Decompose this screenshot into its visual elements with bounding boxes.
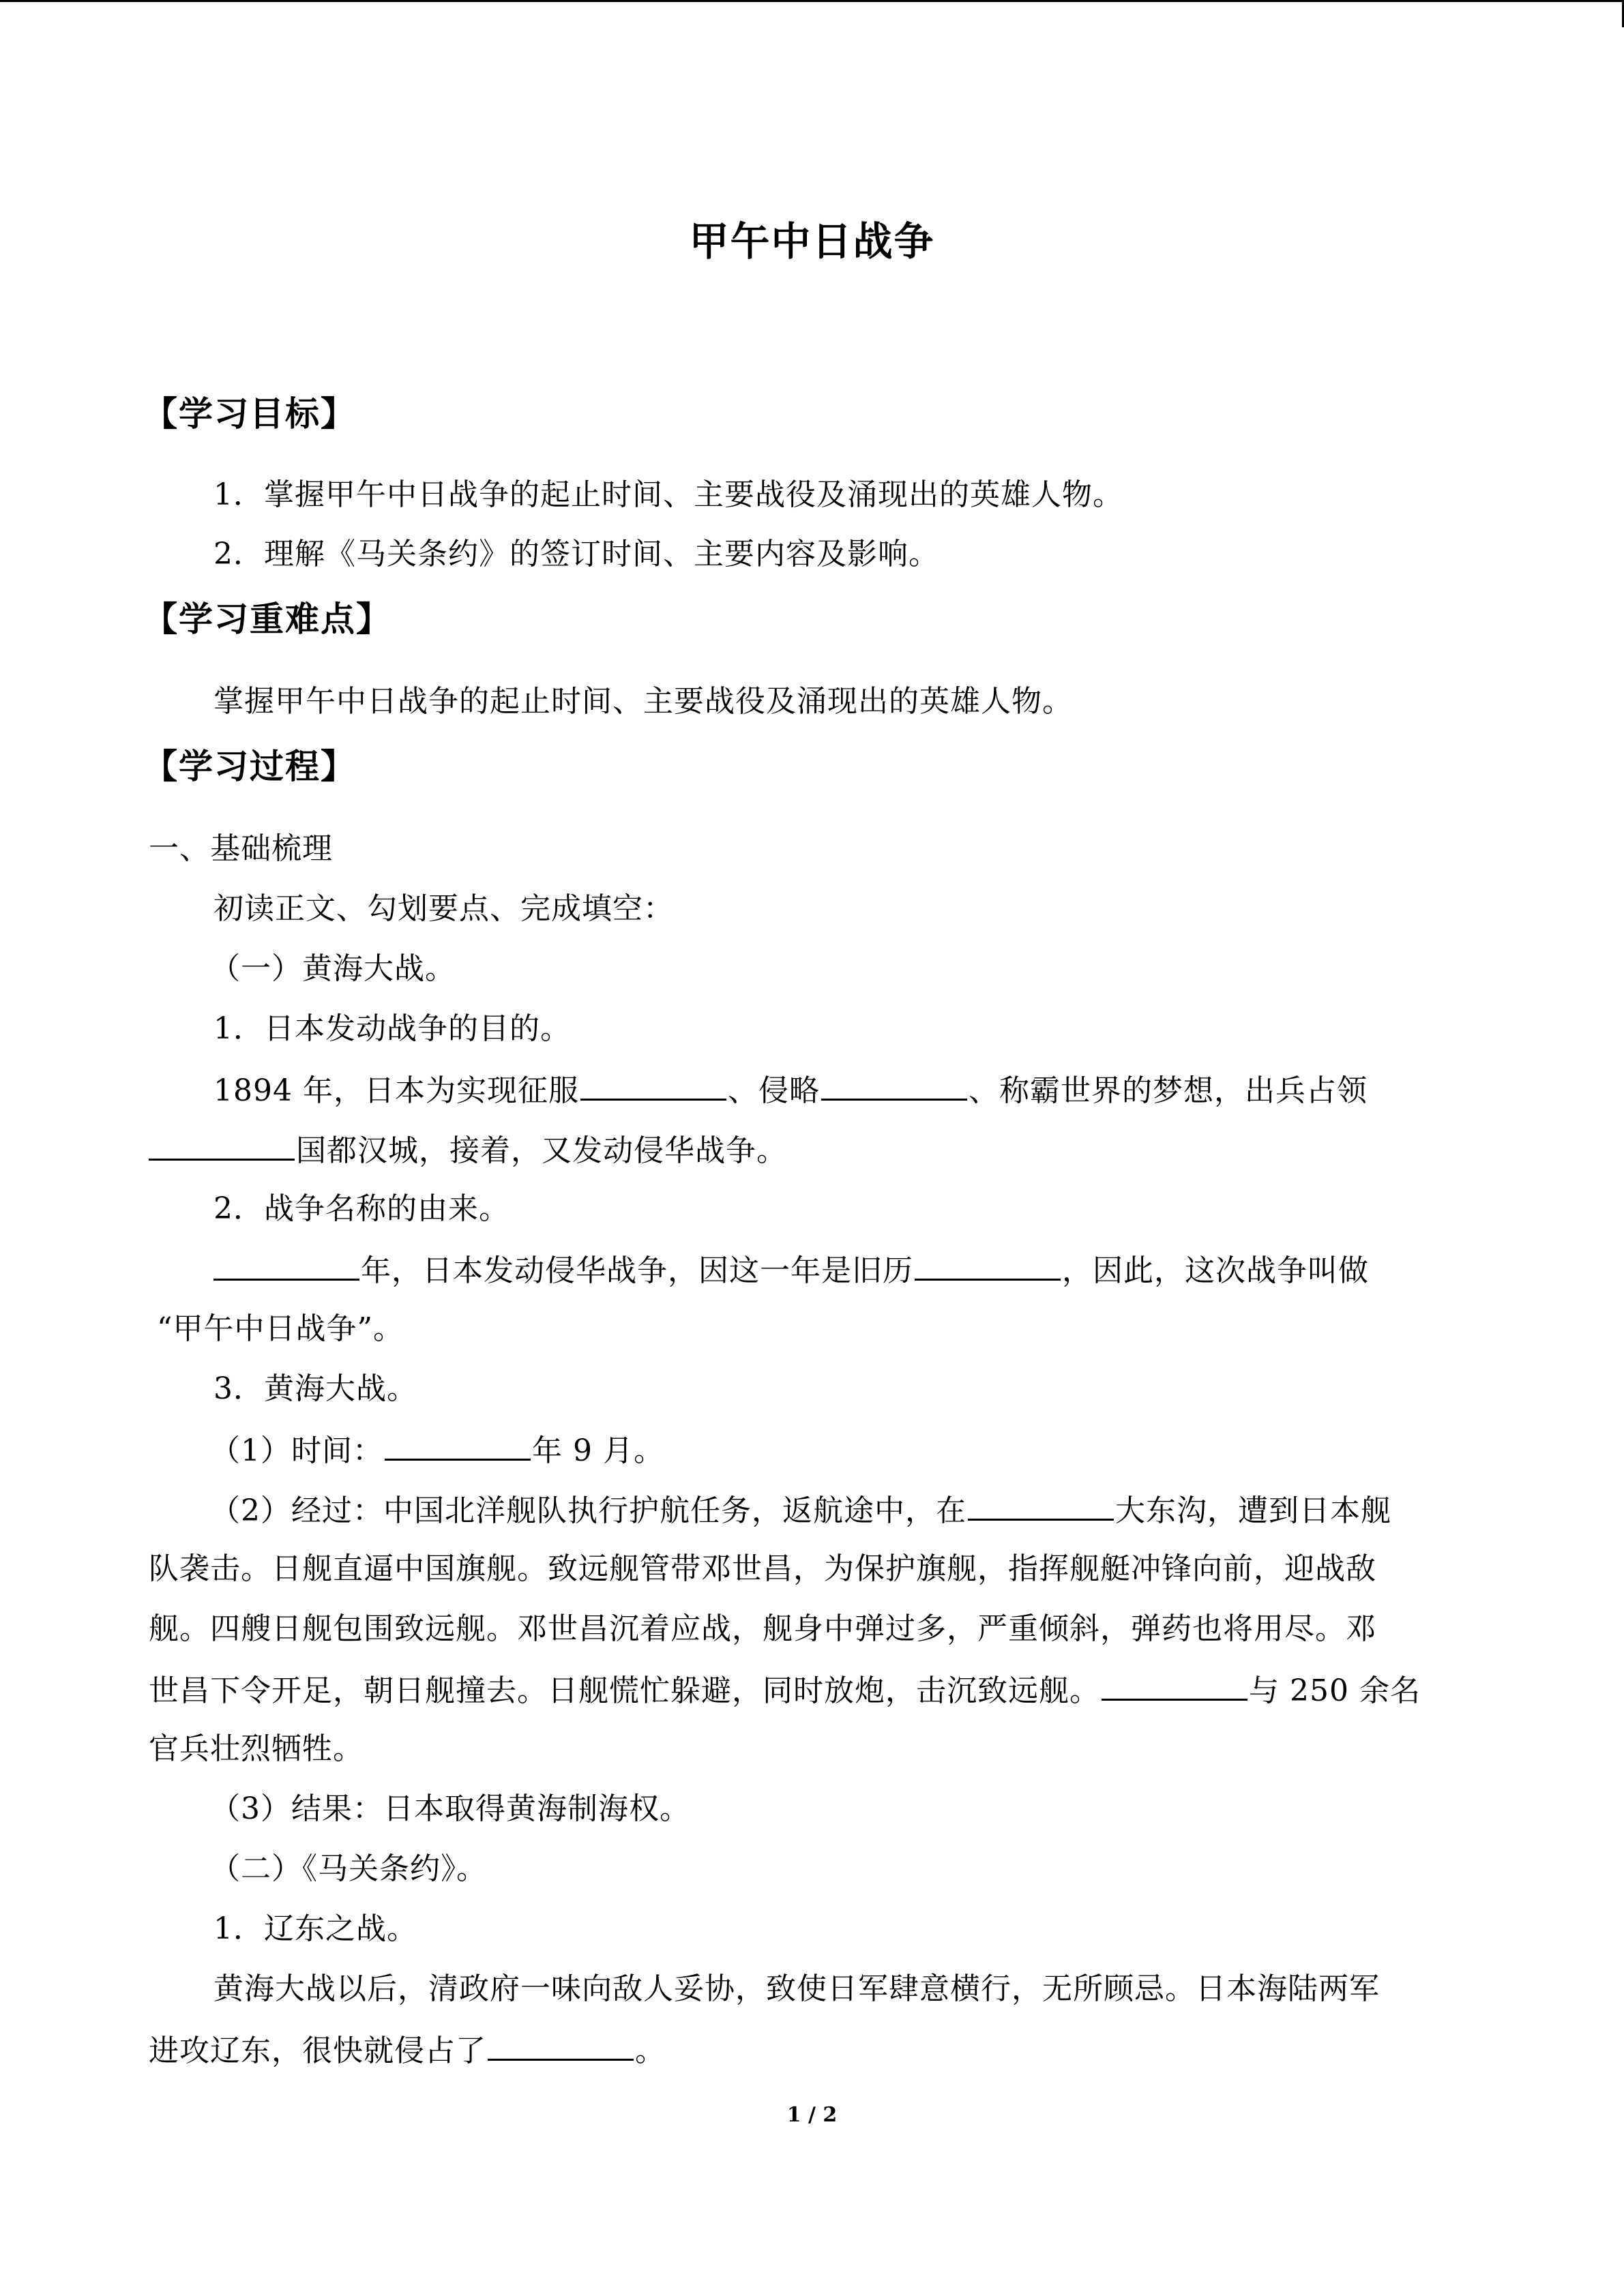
part-heading-basics: 一、基础梳理 xyxy=(149,831,333,866)
paragraph-war-purpose-line-2 xyxy=(149,1129,787,1172)
fill-blank[interactable] xyxy=(968,1489,1114,1521)
fill-blank[interactable] xyxy=(1102,1669,1247,1701)
text-segment: ，因此，这次战争叫做 xyxy=(1062,1253,1369,1288)
text-segment: （1）时间： xyxy=(210,1433,383,1468)
fill-blank[interactable] xyxy=(213,1249,359,1281)
text-segment: 1894 年，日本为实现征服 xyxy=(213,1073,579,1108)
text-segment: 大东沟，遭到日本舰 xyxy=(1115,1493,1391,1528)
section-heading-process: 【学习过程】 xyxy=(143,747,356,786)
section-heading-key-points: 【学习重难点】 xyxy=(143,599,392,639)
text-segment: 世昌下令开足，朝日舰撞去。日舰慌忙躲避，同时放炮，击沉致远舰。 xyxy=(149,1673,1100,1708)
goal-item-2: 2．理解《马关条约》的签订时间、主要内容及影响。 xyxy=(213,537,939,571)
item-heading-liaodong: 1．辽东之战。 xyxy=(213,1911,417,1946)
text-segment: 、侵略 xyxy=(727,1073,820,1108)
fill-blank[interactable] xyxy=(580,1069,726,1101)
paragraph-liaodong-line-1: 黄海大战以后，清政府一味向敌人妥协，致使日军肆意横行，无所顾忌。日本海陆两军 xyxy=(213,1971,1380,2006)
battle-result-line: （3）结果：日本取得黄海制海权。 xyxy=(210,1791,690,1826)
paragraph-war-name-line-2: “甲午中日战争”。 xyxy=(157,1311,404,1346)
item-heading-war-name: 2．战争名称的由来。 xyxy=(213,1191,510,1226)
text-segment: 进攻辽东，很快就侵占了 xyxy=(149,2033,486,2068)
battle-process-line-4 xyxy=(149,1669,1421,1712)
battle-process-line-3: 舰。四艘日舰包围致远舰。邓世昌沉着应战，舰身中弹过多，严重倾斜，弹药也将用尽。邓 xyxy=(149,1611,1376,1646)
battle-process-line-5: 官兵壮烈牺牲。 xyxy=(149,1731,364,1766)
battle-time-line xyxy=(210,1429,664,1472)
text-segment: 年，日本发动侵华战争，因这一年是旧历 xyxy=(361,1253,913,1288)
subsection-heading-yellow-sea: （一）黄海大战。 xyxy=(210,951,456,986)
fill-blank[interactable] xyxy=(385,1429,531,1461)
item-heading-yellow-sea-battle: 3．黄海大战。 xyxy=(213,1371,417,1406)
battle-process-line-1 xyxy=(210,1489,1391,1532)
text-segment: 。 xyxy=(635,2033,666,2068)
fill-blank[interactable] xyxy=(915,1249,1061,1281)
paragraph-war-purpose-line-1 xyxy=(213,1069,1368,1112)
page-number: 1 / 2 xyxy=(786,2103,838,2127)
text-segment: 年 9 月。 xyxy=(532,1433,664,1468)
text-segment: 与 250 余名 xyxy=(1249,1673,1421,1708)
fill-blank[interactable] xyxy=(488,2029,634,2061)
fill-blank[interactable] xyxy=(149,1129,295,1161)
battle-process-line-2: 队袭击。日舰直逼中国旗舰。致远舰管带邓世昌，为保护旗舰，指挥舰艇冲锋向前，迎战敌 xyxy=(149,1551,1376,1586)
text-segment: （2）经过：中国北洋舰队执行护航任务，返航途中，在 xyxy=(210,1493,966,1528)
text-segment: 国都汉城，接着，又发动侵华战争。 xyxy=(296,1133,787,1168)
key-points-text: 掌握甲午中日战争的起止时间、主要战役及涌现出的英雄人物。 xyxy=(213,684,1073,719)
text-segment: 、称霸世界的梦想，出兵占领 xyxy=(968,1073,1368,1108)
goal-item-1: 1．掌握甲午中日战争的起止时间、主要战役及涌现出的英雄人物。 xyxy=(213,477,1123,512)
subsection-heading-treaty: （二）《马关条约》。 xyxy=(210,1851,487,1886)
paragraph-liaodong-line-2 xyxy=(149,2029,666,2072)
fill-blank[interactable] xyxy=(821,1069,967,1101)
section-heading-goals: 【学习目标】 xyxy=(143,394,356,434)
instruction-text: 初读正文、勾划要点、完成填空： xyxy=(213,891,674,926)
item-heading-war-purpose: 1．日本发动战争的目的。 xyxy=(213,1011,571,1046)
page-title: 甲午中日战争 xyxy=(689,218,935,265)
paragraph-war-name-line-1 xyxy=(213,1249,1369,1292)
